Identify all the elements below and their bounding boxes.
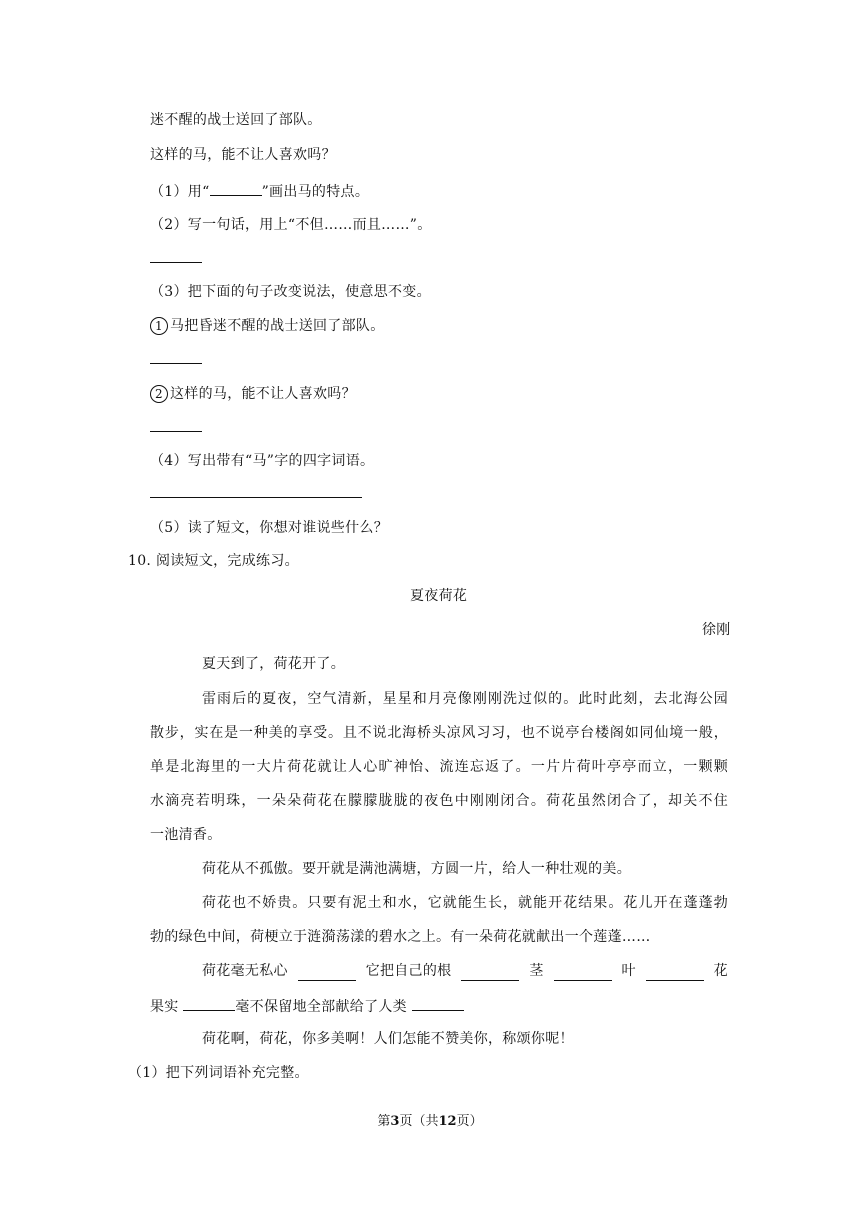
- p5-text-f: 果实: [150, 999, 179, 1015]
- footer-text-b: 页（共: [399, 1114, 439, 1129]
- q9-sub3-item2: [150, 384, 356, 404]
- q9-sub4-answer-line[interactable]: [150, 497, 362, 498]
- q9-sub2: （2）写一句话，用上“不但……而且……”。: [150, 217, 432, 233]
- p5-blank-5[interactable]: [183, 995, 235, 1011]
- passage-p4-line1: 荷花也不娇贵。只要有泥土和水，它就能生长，就能开花结果。花儿开在蓬蓬勃: [202, 895, 728, 911]
- p5-text-b: 它把自己的根: [365, 963, 452, 979]
- q9-sub3: （3）把下面的句子改变说法，使意思不变。: [150, 284, 431, 300]
- p5-blank-3[interactable]: [554, 965, 612, 981]
- p5-text-c: 茎: [529, 963, 544, 979]
- q10-sub1: （1）把下列词语补充完整。: [128, 1065, 309, 1081]
- passage-p2-line3: 单是北海里的一大片荷花就让人心旷神怡、流连忘返了。一片片荷叶亭亭而立，一颗颗: [150, 759, 728, 775]
- q9-sub3-item1: [150, 316, 385, 336]
- p5-blank-1[interactable]: [298, 965, 356, 981]
- footer-page-number: 3: [390, 1114, 400, 1129]
- p5-text-g: 毫不保留地全部献给了人类: [235, 999, 407, 1015]
- q10-prompt: 阅读短文，完成练习。: [155, 553, 299, 569]
- q9-sub3-item1-text: 马把昏迷不醒的战士送回了部队。: [170, 318, 385, 334]
- p5-blank-4[interactable]: [646, 965, 704, 981]
- q9-sub3-item2-answer-line[interactable]: [150, 431, 202, 432]
- passage-p5-line2: [150, 995, 464, 1017]
- p5-text-e: 花: [713, 963, 728, 979]
- passage-p3: 荷花从不孤傲。要开就是满池满塘，方圆一片，给人一种壮观的美。: [202, 861, 631, 877]
- p5-text-d: 叶: [621, 963, 636, 979]
- circled-number-2: 2: [150, 385, 168, 403]
- passage-p2-line5: 一池清香。: [150, 827, 222, 843]
- p5-blank-6[interactable]: [412, 995, 464, 1011]
- passage-p1: 夏天到了，荷花开了。: [202, 656, 345, 672]
- footer-text-c: 页）: [456, 1114, 483, 1129]
- passage-p6: 荷花啊，荷花，你多美啊！人们怎能不赞美你，称颂你呢！: [202, 1031, 574, 1047]
- passage-p2-line4: 水滴亮若明珠，一朵朵荷花在朦朦胧胧的夜色中刚刚闭合。荷花虽然闭合了，却关不住: [150, 793, 728, 809]
- q9-passage-tail-2: 这样的马，能不让人喜欢吗？: [150, 147, 336, 163]
- p5-blank-2[interactable]: [461, 965, 519, 981]
- q9-sub1-text-a: （1）用“: [150, 184, 210, 200]
- q9-sub3-item1-answer-line[interactable]: [150, 363, 202, 364]
- q9-sub2-answer-line[interactable]: [150, 262, 202, 263]
- q9-sub1-text-b: ”画出马的特点。: [261, 184, 370, 200]
- q10-number: 10.: [128, 553, 152, 569]
- q9-sub1: [150, 180, 369, 202]
- footer-total-pages: 12: [438, 1114, 457, 1129]
- passage-p2-line1: 雷雨后的夏夜，空气清新，星星和月亮像刚刚洗过似的。此时此刻，去北海公园: [202, 691, 728, 707]
- page-footer: [0, 1110, 860, 1129]
- passage-title: 夏夜荷花: [410, 588, 468, 604]
- q9-sub5: （5）读了短文，你想对谁说些什么？: [150, 520, 389, 536]
- footer-text-a: 第: [377, 1114, 391, 1129]
- circled-number-1: 1: [150, 317, 168, 335]
- passage-author: 徐刚: [702, 622, 731, 638]
- q9-sub3-item2-text: 这样的马，能不让人喜欢吗？: [170, 386, 356, 402]
- passage-p2-line2: 散步，实在是一种美的享受。且不说北海桥头凉风习习，也不说亭台楼阁如同仙境一般，: [150, 725, 728, 741]
- q9-passage-tail-1: 迷不醒的战士送回了部队。: [150, 112, 322, 128]
- q9-sub1-blank[interactable]: [210, 180, 262, 196]
- passage-p4-line2: 勃的绿色中间，荷梗立于涟漪荡漾的碧水之上。有一朵荷花就献出一个莲蓬……: [150, 929, 651, 945]
- q9-sub4: （4）写出带有“马”字的四字词语。: [150, 453, 375, 469]
- p5-text-a: 荷花毫无私心: [202, 963, 288, 979]
- passage-p5-line1: [202, 961, 728, 981]
- q10-header: [128, 551, 299, 571]
